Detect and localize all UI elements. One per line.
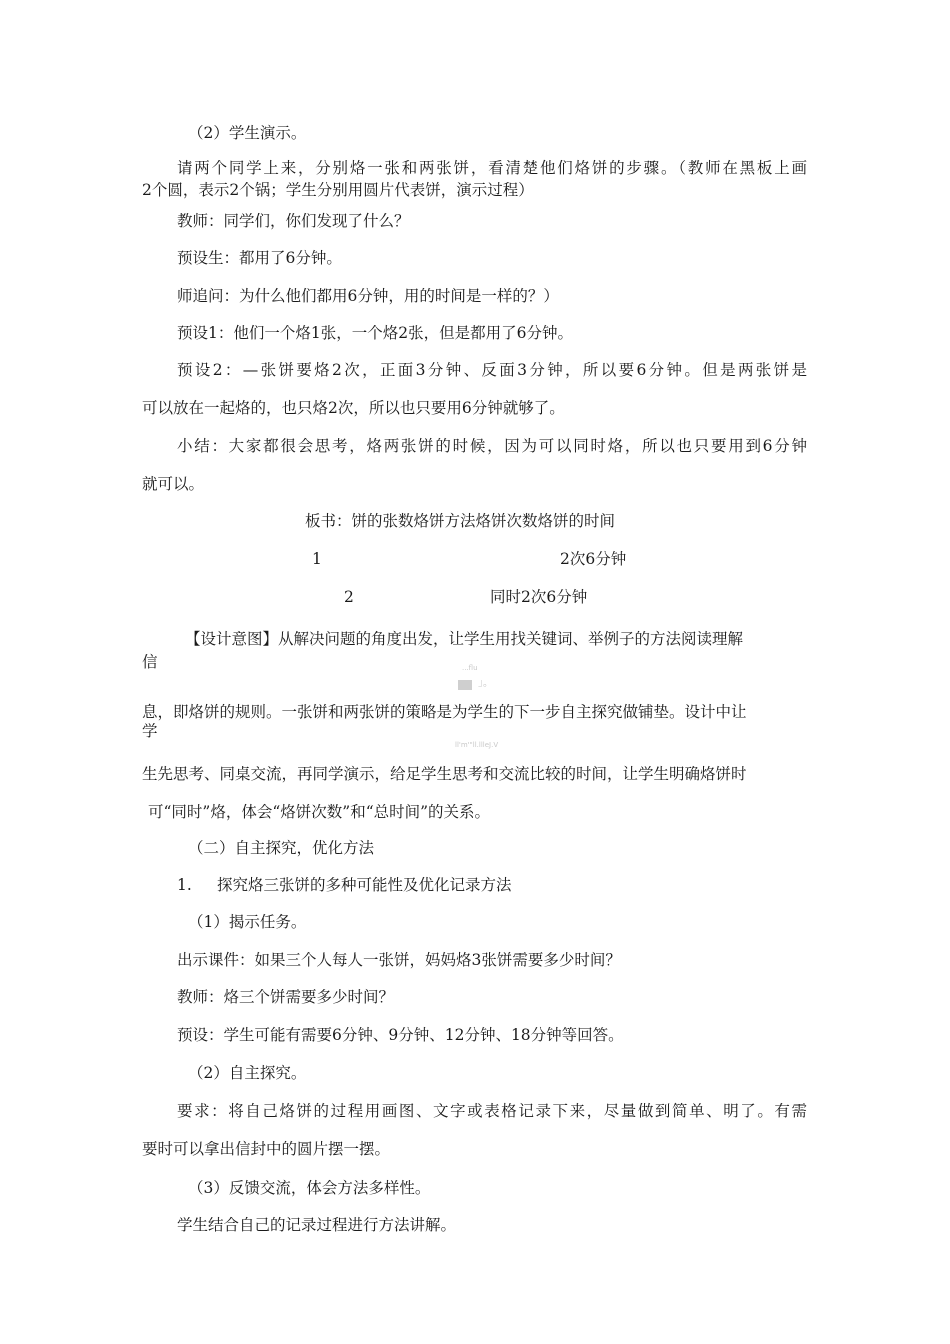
paragraph: 出示课件：如果三个人每人一张饼，妈妈烙3张饼需要多少时间？ (177, 951, 621, 969)
paragraph: 预设1：他们一个烙1张，一个烙2张，但是都用了6分钟。 (177, 324, 573, 342)
design-intent: 【设计意图】从解决问题的角度出发，让学生用找关键词、举例子的方法阅读理解 (185, 630, 744, 648)
paragraph: 学生结合自己的记录过程进行方法讲解。 (177, 1216, 457, 1234)
paragraph: （2）自主探究。 (188, 1064, 307, 1082)
paragraph: （3）反馈交流，体会方法多样性。 (188, 1179, 431, 1197)
section-heading: （二）自主探究，优化方法 (188, 839, 375, 857)
board-cell: 同时2次6分钟 (490, 588, 588, 606)
paragraph: 预设2：—张饼要烙2次，正面3分钟、反面3分钟，所以要6分钟。但是两张饼是 (177, 361, 807, 379)
paragraph: 请两个同学上来，分别烙一张和两张饼，看清楚他们烙饼的步骤。（教师在黑板上画 (177, 159, 807, 177)
paragraph: 可“同时”烙，体会“烙饼次数”和“总时间”的关系。 (148, 803, 491, 821)
faint-artifact: ...flu (462, 664, 478, 672)
paragraph: 2个圆，表示2个锅；学生分别用圆片代表饼，演示过程） (142, 181, 534, 199)
paragraph: 信 (142, 653, 158, 671)
artifact-block (458, 680, 472, 690)
paragraph: 预设生：都用了6分钟。 (177, 249, 342, 267)
paragraph: 可以放在一起烙的，也只烙2次，所以也只要用6分钟就够了。 (142, 399, 565, 417)
paragraph: 师追问：为什么他们都用6分钟，用的时间是一样的？） (177, 287, 559, 305)
paragraph: 教师：烙三个饼需要多少时间？ (177, 988, 395, 1006)
board-cell: 1 (312, 550, 322, 568)
board-cell: 2次6分钟 (560, 550, 627, 568)
paragraph: 息，即烙饼的规则。一张饼和两张饼的策略是为学生的下一步自主探究做铺垫。设计中让 (142, 703, 747, 721)
paragraph: 要求：将自己烙饼的过程用画图、文字或表格记录下来，尽量做到简单、明了。有需 (177, 1102, 807, 1120)
list-number: 1. (177, 876, 192, 894)
paragraph: 生先思考、同桌交流，再同学演示，给足学生思考和交流比较的时间，让学生明确烙饼时 (142, 765, 747, 783)
board-cell: 2 (344, 588, 354, 606)
paragraph: （1）揭示任务。 (188, 913, 307, 931)
board-heading: 板书：饼的张数烙饼方法烙饼次数烙饼的时间 (305, 512, 616, 530)
paragraph: 就可以。 (142, 475, 205, 493)
faint-artifact: 」。 (478, 678, 493, 689)
paragraph: 小结：大家都很会思考，烙两张饼的时候，因为可以同时烙，所以也只要用到6分钟 (177, 437, 807, 455)
paragraph: 要时可以拿出信封中的圆片摆一摆。 (142, 1140, 391, 1158)
paragraph: 学 (142, 722, 158, 740)
paragraph: （2）学生演示。 (188, 124, 307, 142)
faint-artifact: ll'm'"ll.llleJ.V (455, 741, 499, 749)
paragraph: 预设：学生可能有需要6分钟、9分钟、12分钟、18分钟等回答。 (177, 1026, 624, 1044)
paragraph: 教师：同学们，你们发现了什么？ (177, 212, 410, 230)
list-item-text: 探究烙三张饼的多种可能性及优化记录方法 (217, 876, 512, 894)
